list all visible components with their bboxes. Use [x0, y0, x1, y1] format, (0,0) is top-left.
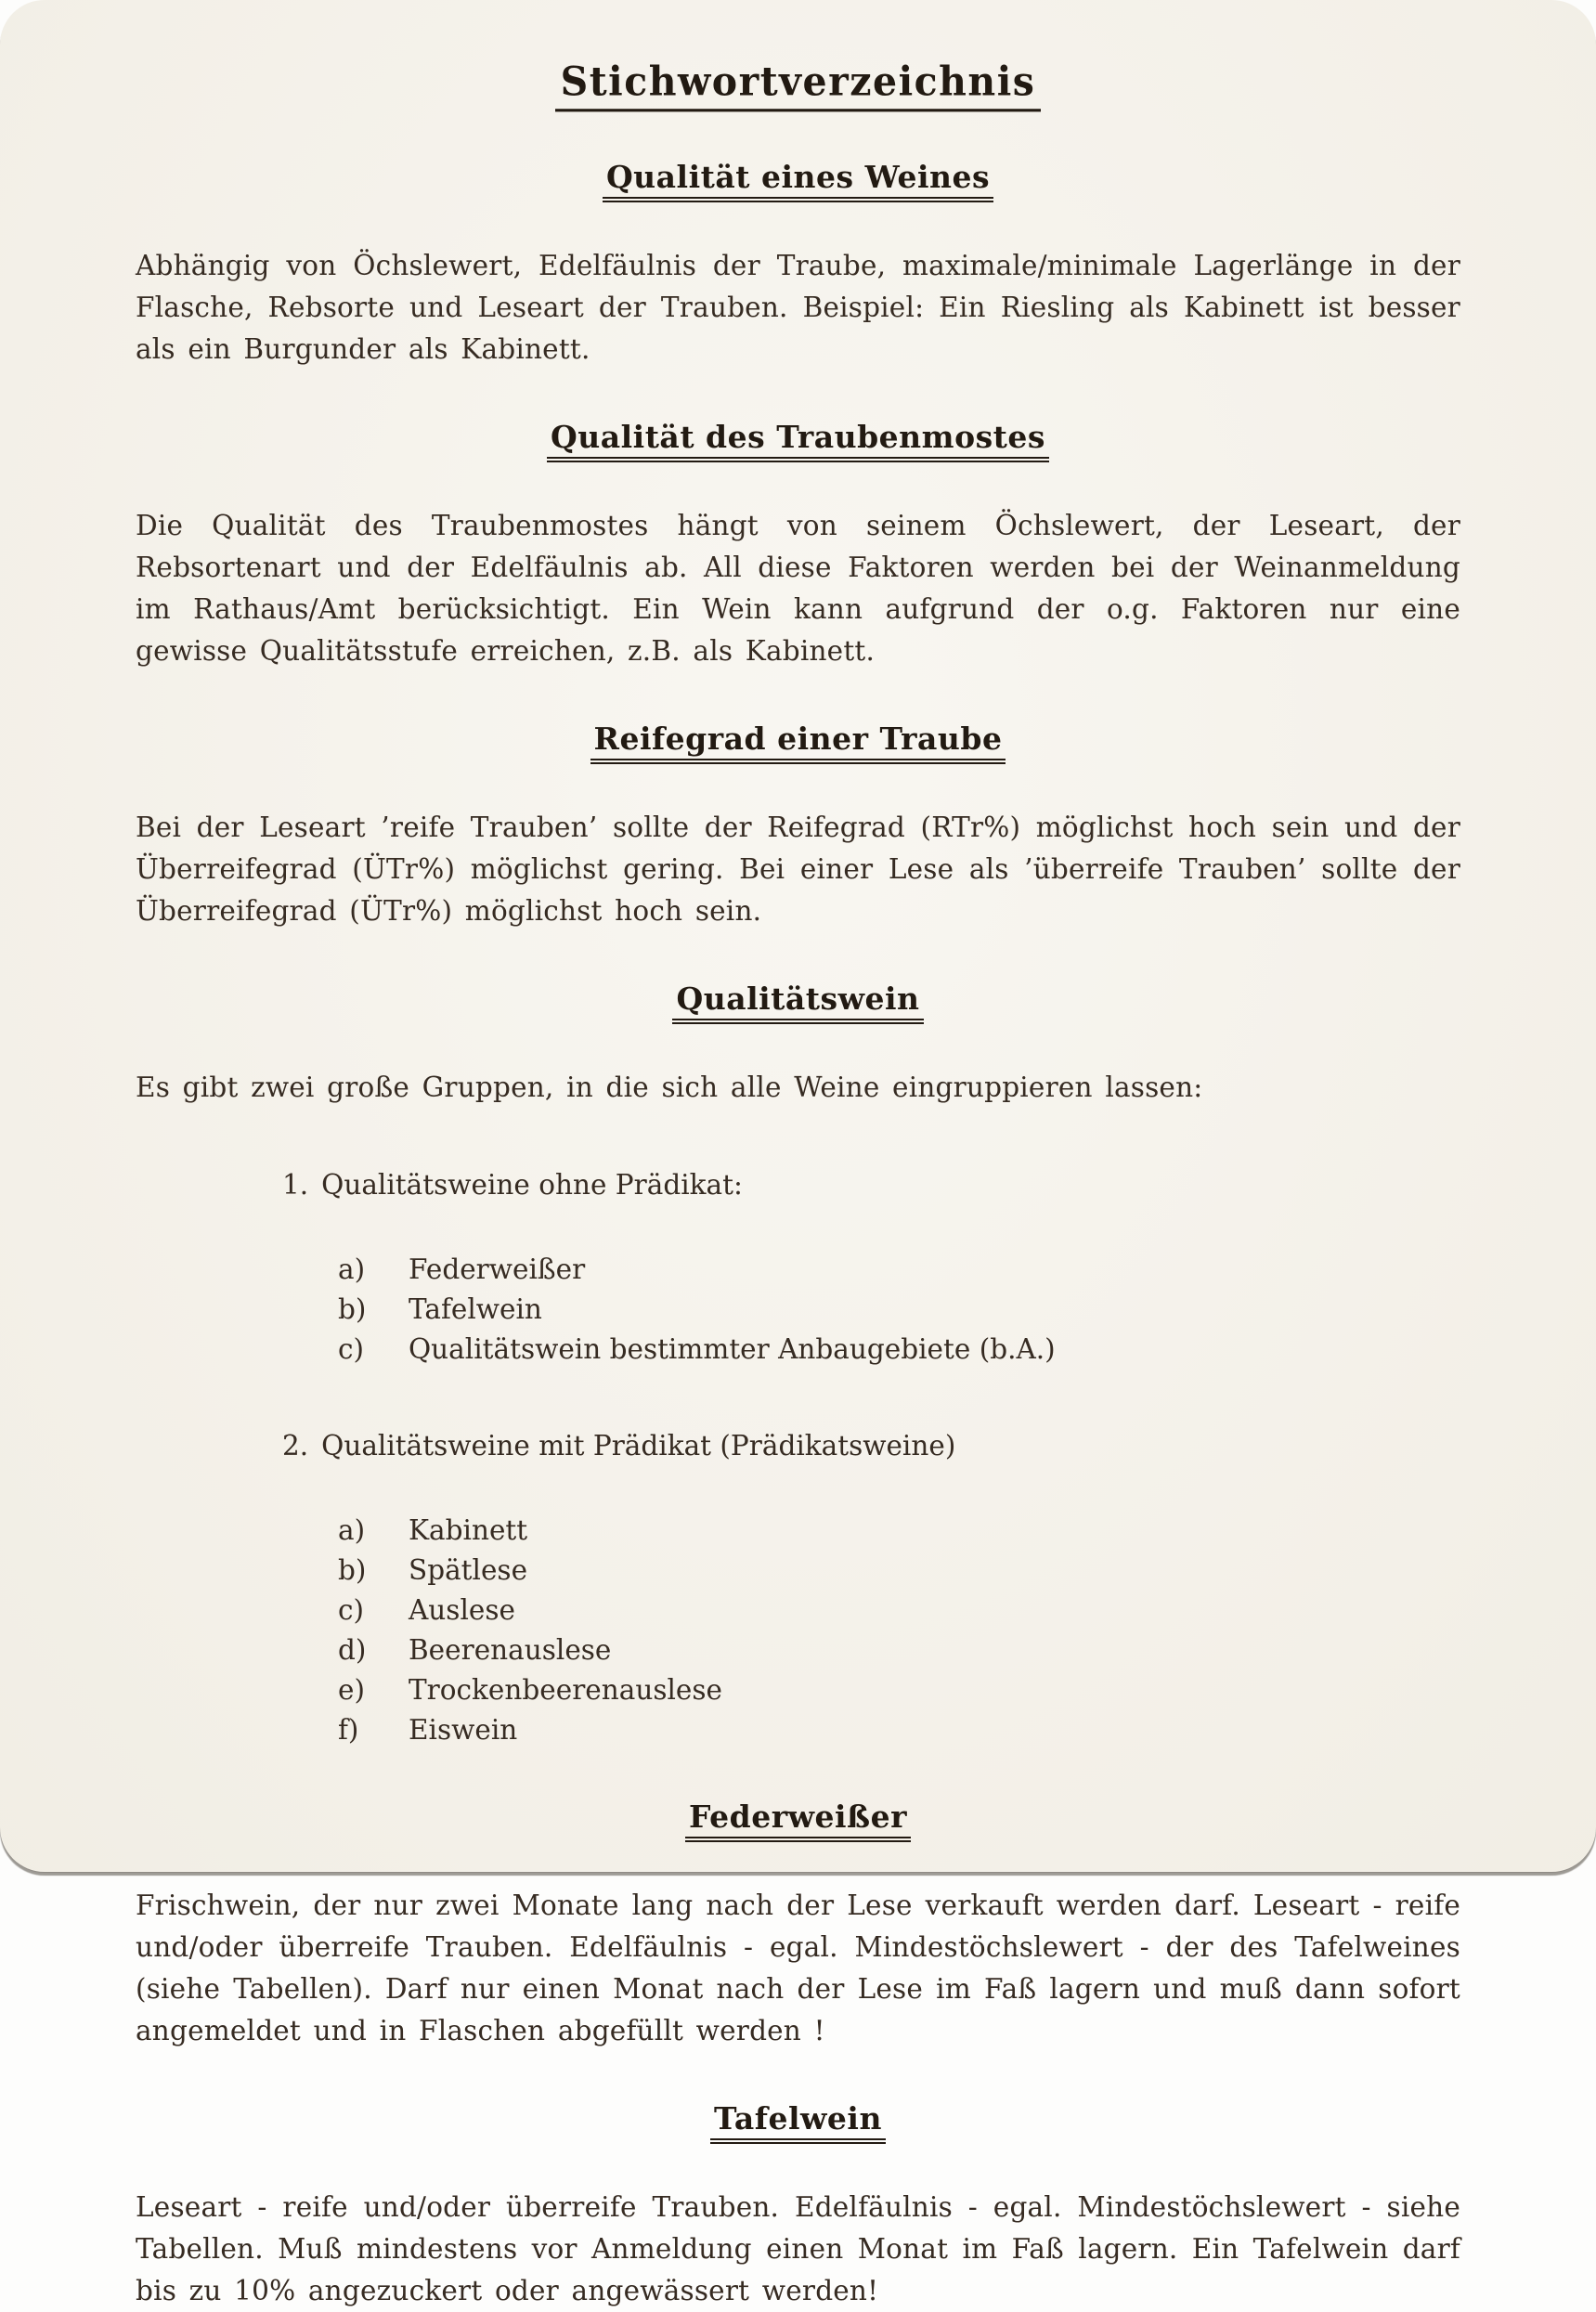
paragraph: Leseart - reife und/oder überreife Trauben. Edelfäulnis - egal. Mindestöchslewert - siehe Tabellen. Muß mindestens vor Anmeldung einen Monat im Faß lagern. Ein Tafelwein darf bis zu 10% angezuckert oder angewässert werden! [136, 2191, 1460, 2306]
section-heading [136, 2100, 1460, 2144]
section-heading [136, 721, 1460, 764]
list-item [338, 1290, 1460, 1330]
list-group-label: Qualitätsweine ohne Prädikat: [321, 1169, 743, 1201]
list-group-number: 1. [282, 1169, 309, 1201]
list-group-label: Qualitätsweine mit Prädikat (Prädikatsweine) [321, 1430, 956, 1461]
list-group-ohne-praedikat [282, 1166, 1460, 1370]
list-item [338, 1551, 1460, 1591]
paragraph: Abhängig von Öchslewert, Edelfäulnis der Traube, maximale/minimale Lagerlänge in der Flasche, Rebsorte und Leseart der Trauben. Beispiel: Ein Riesling als Kabinett ist besser als ein Burgunder als Kabinett. [136, 250, 1460, 365]
list-group-head [282, 1166, 1460, 1203]
list-item-label: Federweißer [409, 1253, 586, 1285]
document-title [136, 59, 1460, 110]
section-reifegrad-einer-traube [136, 721, 1460, 932]
list-marker: e) [338, 1674, 365, 1706]
section-heading [136, 159, 1460, 202]
list-marker: a) [338, 1514, 366, 1546]
section-federweisser [136, 1799, 1460, 2052]
section-heading-text: Qualität eines Weines [603, 159, 993, 202]
section-heading [136, 981, 1460, 1024]
list-group-head [282, 1427, 1460, 1464]
list-item-label: Trockenbeerenauslese [409, 1674, 722, 1706]
list-marker: b) [338, 1554, 367, 1586]
paragraph: Es gibt zwei große Gruppen, in die sich alle Weine eingruppieren lassen: [136, 1072, 1203, 1103]
list-item [338, 1630, 1460, 1670]
list-marker: d) [338, 1634, 367, 1666]
list-item-label: Tafelwein [409, 1293, 542, 1325]
list-group-number: 2. [282, 1430, 309, 1461]
list-item-label: Spätlese [409, 1554, 528, 1586]
list-item [338, 1330, 1460, 1370]
section-qualitaet-eines-weines [136, 159, 1460, 370]
section-heading-text: Qualität des Traubenmostes [547, 419, 1049, 462]
paragraph: Bei der Leseart ’reife Trauben’ sollte der Reifegrad (RTr%) möglichst hoch sein und der Überreifegrad (ÜTr%) möglichst gering. Bei einer Lese als ’überreife Trauben’ sollte der Überreifegrad (ÜTr%) möglichst hoch sein. [136, 812, 1460, 927]
list-item [338, 1591, 1460, 1630]
paragraph: Die Qualität des Traubenmostes hängt von seinem Öchslewert, der Leseart, der Rebsortenart und der Edelfäulnis ab. All diese Faktoren werden bei der Weinanmeldung im Rathaus/Amt berücksichtigt. Ein Wein kann aufgrund der o.g. Faktoren nur eine gewisse Qualitätsstufe erreichen, z.B. als Kabinett. [136, 510, 1460, 667]
paragraph: Frischwein, der nur zwei Monate lang nach der Lese verkauft werden darf. Leseart - reife und/oder überreife Trauben. Edelfäulnis - egal. Mindestöchslewert - der des Tafelweines (siehe Tabellen). Darf nur einen Monat nach der Lese im Faß lagern und muß dann sofort angemeldet und in Flaschen abgefüllt werden ! [136, 1890, 1460, 2046]
list-item [338, 1670, 1460, 1710]
list-marker: a) [338, 1253, 366, 1285]
list-item-label: Auslese [409, 1594, 515, 1626]
section-qualitaet-des-traubenmostes [136, 419, 1460, 672]
wine-classification-list [136, 1166, 1460, 1750]
list-marker: f) [338, 1714, 359, 1746]
list-item-label: Kabinett [409, 1514, 528, 1546]
list-marker: c) [338, 1333, 365, 1365]
list-group-mit-praedikat [282, 1427, 1460, 1750]
list-group-items [338, 1250, 1460, 1370]
section-heading-text: Reifegrad einer Traube [590, 721, 1006, 764]
section-heading-text: Federweißer [685, 1799, 911, 1842]
section-heading-text: Qualitätswein [672, 981, 923, 1024]
section-heading-text: Tafelwein [710, 2100, 886, 2144]
list-item [338, 1250, 1460, 1290]
section-heading [136, 419, 1460, 462]
list-item [338, 1710, 1460, 1750]
list-marker: b) [338, 1293, 367, 1325]
section-qualitaetswein [136, 981, 1460, 1750]
section-heading [136, 1799, 1460, 1842]
section-tafelwein [136, 2100, 1460, 2312]
list-group-items [338, 1511, 1460, 1750]
list-item [338, 1511, 1460, 1551]
list-item-label: Eiswein [409, 1714, 518, 1746]
document-title-text: Stichwortverzeichnis [555, 58, 1042, 112]
list-marker: c) [338, 1594, 365, 1626]
list-item-label: Qualitätswein bestimmter Anbaugebiete (b.A.) [409, 1333, 1056, 1365]
list-item-label: Beerenauslese [409, 1634, 612, 1666]
